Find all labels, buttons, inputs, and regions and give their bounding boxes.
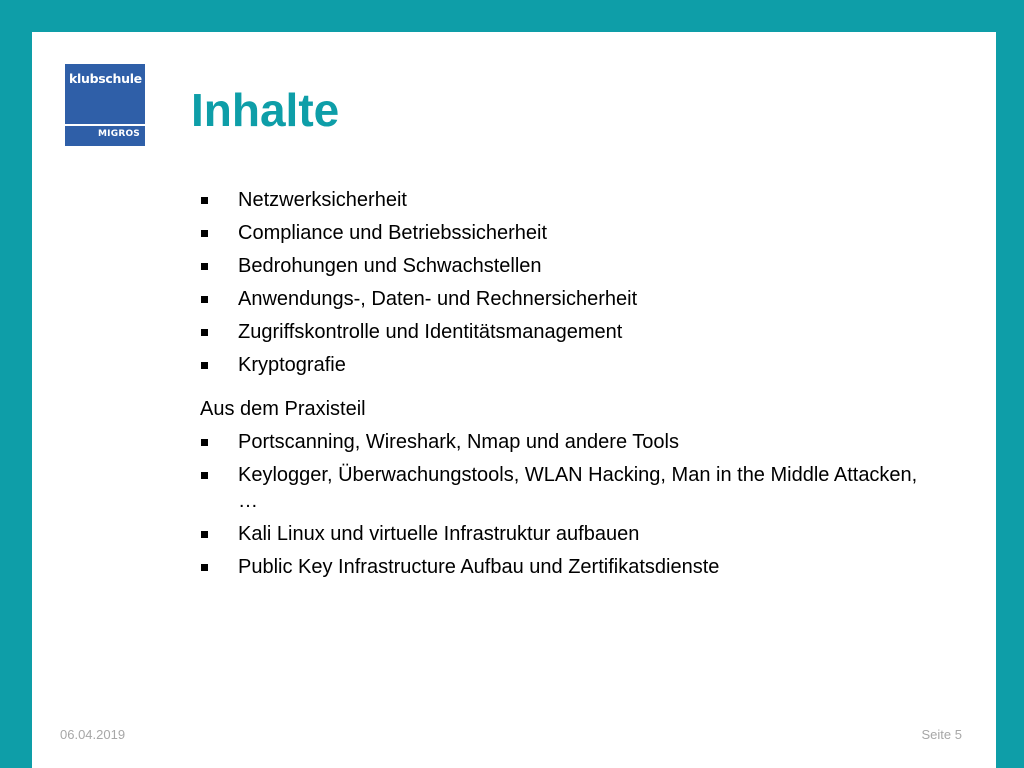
square-bullet-icon bbox=[201, 362, 208, 369]
topic-text: Zugriffskontrolle und Identitätsmanagement bbox=[238, 321, 623, 343]
practice-item bbox=[200, 521, 940, 547]
square-bullet-icon bbox=[201, 531, 208, 538]
topic-item bbox=[200, 286, 940, 312]
footer-page-number: Seite 5 bbox=[921, 727, 962, 742]
slide-title: Inhalte bbox=[191, 84, 340, 136]
practice-item bbox=[200, 554, 940, 580]
square-bullet-icon bbox=[201, 472, 208, 479]
logo-top-text: klubschule bbox=[69, 71, 142, 86]
frame-left-bar bbox=[0, 0, 32, 768]
logo-top-panel bbox=[65, 64, 145, 124]
practice-text: Kali Linux und virtuelle Infrastruktur aufbauen bbox=[238, 523, 640, 545]
square-bullet-icon bbox=[201, 197, 208, 204]
topic-text: Compliance und Betriebssicherheit bbox=[238, 222, 548, 244]
practice-text: Portscanning, Wireshark, Nmap und andere Tools bbox=[238, 431, 679, 453]
square-bullet-icon bbox=[201, 564, 208, 571]
practice-text: Keylogger, Überwachungstools, WLAN Hacking, Man in the Middle Attacken, … bbox=[238, 464, 918, 512]
square-bullet-icon bbox=[201, 230, 208, 237]
topics-list bbox=[200, 187, 940, 378]
practice-item bbox=[200, 429, 940, 455]
topic-text: Bedrohungen und Schwachstellen bbox=[238, 255, 542, 277]
square-bullet-icon bbox=[201, 263, 208, 270]
practice-item bbox=[200, 462, 940, 514]
topic-text: Anwendungs-, Daten- und Rechnersicherheit bbox=[238, 288, 638, 310]
topic-item bbox=[200, 253, 940, 279]
square-bullet-icon bbox=[201, 296, 208, 303]
frame-right-bar bbox=[996, 0, 1024, 768]
logo-divider bbox=[65, 124, 145, 126]
topic-text: Netzwerksicherheit bbox=[238, 189, 407, 211]
klubschule-migros-logo bbox=[65, 64, 145, 146]
practice-heading: Aus dem Praxisteil bbox=[200, 398, 366, 420]
logo-bottom-text: MIGROS bbox=[98, 129, 140, 139]
practice-text: Public Key Infrastructure Aufbau und Zertifikatsdienste bbox=[238, 556, 720, 578]
square-bullet-icon bbox=[201, 439, 208, 446]
frame-top-bar bbox=[0, 0, 1024, 32]
footer-date: 06.04.2019 bbox=[60, 727, 126, 742]
topic-item bbox=[200, 220, 940, 246]
practice-list bbox=[200, 429, 940, 580]
square-bullet-icon bbox=[201, 329, 208, 336]
slide-content bbox=[200, 187, 940, 587]
topic-text: Kryptografie bbox=[238, 354, 346, 376]
topic-item bbox=[200, 352, 940, 378]
topic-item bbox=[200, 187, 940, 213]
topic-item bbox=[200, 319, 940, 345]
